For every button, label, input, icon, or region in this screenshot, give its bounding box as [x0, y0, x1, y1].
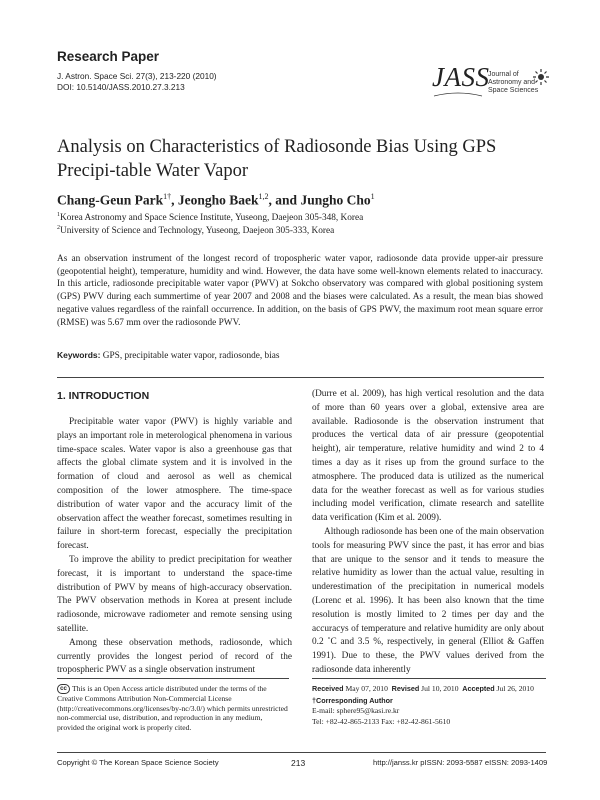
- paragraph: (Durre et al. 2009), has high vertical resolution and the data of more than 60 years over a global, extensive area are available. Radiosonde is the observation instrument that produces the vertical data of air pressure (geopotential height), air temperature, relative humidity and wind 2 to 4 times a day as it rises up from the ground surface to the atmosphere. The produced data is utilized as the numerical data for the weather forecast as well as for various studies including model verification, climate research and satellite data verification (Kim et al. 2009).: [312, 389, 544, 524]
- journal-line: J. Astron. Space Sci. 27(3), 213-220 (2010): [57, 71, 217, 81]
- author-name: Jungho Cho: [300, 192, 371, 208]
- paragraph: To improve the ability to predict precipitation for weather forecast, it is important to understand the space-time distribution of PWV by means of high-accuracy observation. The PWV observation methods in Korea at present include radiosonde, microwave radiometer and remote sensing using satellite.: [57, 554, 292, 634]
- divider: [57, 377, 544, 378]
- author-sup: 1,2: [258, 192, 269, 201]
- license-note: [57, 684, 289, 732]
- paragraph: Among these observation methods, radiosonde, which currently provides the longest period of record of the tropospheric PWV as a single observation instrument: [57, 637, 292, 676]
- right-column: [312, 388, 544, 678]
- paragraph: Although radiosonde has been one of the main observation tools for measuring PWV since the past, it has error and bias that are unique to the sensor and it tends to measure the relative humidity as lower than the actual value, resulting in underestimation of the precipitation in numerical models (Lorenc et al. 1996). It has been also known that the time resolution is mostly limited to 2 times per day and the accuracys of temperature and relative humidity are only about 0.2 ˚C and 3.5 %, respectively, in general (Elliot & Gaffen 1991). Due to these, the PWV values derived from the radiosonde data inherently: [312, 526, 544, 675]
- logo-sun-icon: [532, 68, 550, 86]
- footer-issn: http://janss.kr pISSN: 2093-5587 eISSN: 2093-1409: [373, 758, 548, 767]
- left-column: [57, 416, 292, 678]
- jass-logo: [432, 62, 552, 104]
- logo-subtitle: Journal of Astronomy and Space Sciences: [488, 71, 539, 94]
- footer-divider: [57, 752, 546, 753]
- journal-citation: [57, 71, 217, 93]
- logo-word: JASS: [432, 62, 490, 92]
- article-type-label: Research Paper: [57, 49, 160, 64]
- article-dates: Received May 07, 2010 Revised Jul 10, 2010 Accepted Jul 26, 2010 †Corresponding Author E-mail: sphere95@kasi.re.kr Tel: +82-42-865-2133 Fax: +82-42-861-5610: [312, 684, 546, 727]
- footnote-divider: [312, 678, 546, 679]
- author-name: Chang-Geun Park: [57, 192, 164, 208]
- author-sup: 1: [370, 192, 375, 201]
- keywords-label: Keywords:: [57, 350, 101, 360]
- keywords-text: GPS, precipitable water vapor, radiosonde, bias: [100, 351, 280, 361]
- corresponding-author-label: †Corresponding Author: [312, 695, 393, 705]
- cc-icon: cc: [57, 684, 70, 694]
- phone-fax: Tel: +82-42-865-2133 Fax: +82-42-861-5610: [312, 716, 451, 726]
- abstract: As an observation instrument of the longest record of tropospheric water vapor, radiosonde data provide upper-air pressure (geopotential height), temperature, humidity and wind. However, the data have some well-known elements related to inaccuracy. In this article, radiosonde precipitable water vapor (PWV) at Sokcho observatory was compared with global positioning system (GPS) PWV during each summertime of year 2007 and 2008 and the biases were calculated. As a result, the mean bias showed negative values regardless of the rainfall occurrence. In addition, on the basis of GPS PWV, the maximum root mean square error (RMSE) was 5.67 mm over the radiosonde PWV.: [57, 254, 543, 328]
- email: E-mail: sphere95@kasi.re.kr: [312, 706, 400, 715]
- author-sup: 1†: [163, 192, 172, 201]
- footer-copyright: Copyright © The Korean Space Science Society: [57, 758, 219, 767]
- license-text: This is an Open Access article distributed under the terms of the Creative Commons Attribution Non-Commercial License (http://creativecommons.org/licenses/by-nc/3.0/) which permits unrestricted non-commercial use, distribution, and reproduction in any medium, provided the original work is properly cited.: [57, 684, 288, 732]
- logo-orbit-icon: [432, 92, 484, 98]
- author-list: Chang-Geun Park$^{1\dagger}$, Jeongho Baek$^{1,2}$, and Jungho Cho$^1$: [57, 192, 375, 208]
- keywords: [57, 350, 280, 361]
- section-heading: 1. INTRODUCTION: [57, 390, 150, 402]
- affiliation: $^2$University of Science and Technology, Yuseong, Daejeon 305-333, Korea: [57, 225, 335, 237]
- affiliation: $^1$Korea Astronomy and Space Science Institute, Yuseong, Daejeon 305-348, Korea: [57, 212, 364, 224]
- author-name: Jeongho Baek: [177, 192, 259, 208]
- page-number: 213: [291, 758, 306, 768]
- doi-line: DOI: 10.5140/JASS.2010.27.3.213: [57, 82, 185, 92]
- paper-title: Analysis on Characteristics of Radiosonde Bias Using GPS Precipi-table Water Vapor: [57, 137, 497, 181]
- paragraph: Precipitable water vapor (PWV) is highly variable and plays an important role in meterological phenomena in various time-space scales. Water vapor is also a greenhouse gas that affects the global climate system and it is involved in the formation of cloud and aerosol as well as chemical composition of the lower atmosphere. The time-space distribution of water vapor and the accuracy limit of the observation affect the weather forecast, sometimes resulting in failure in short-term forecast, especially the precipitation forecast.: [57, 417, 292, 552]
- footnote-divider: [57, 678, 289, 679]
